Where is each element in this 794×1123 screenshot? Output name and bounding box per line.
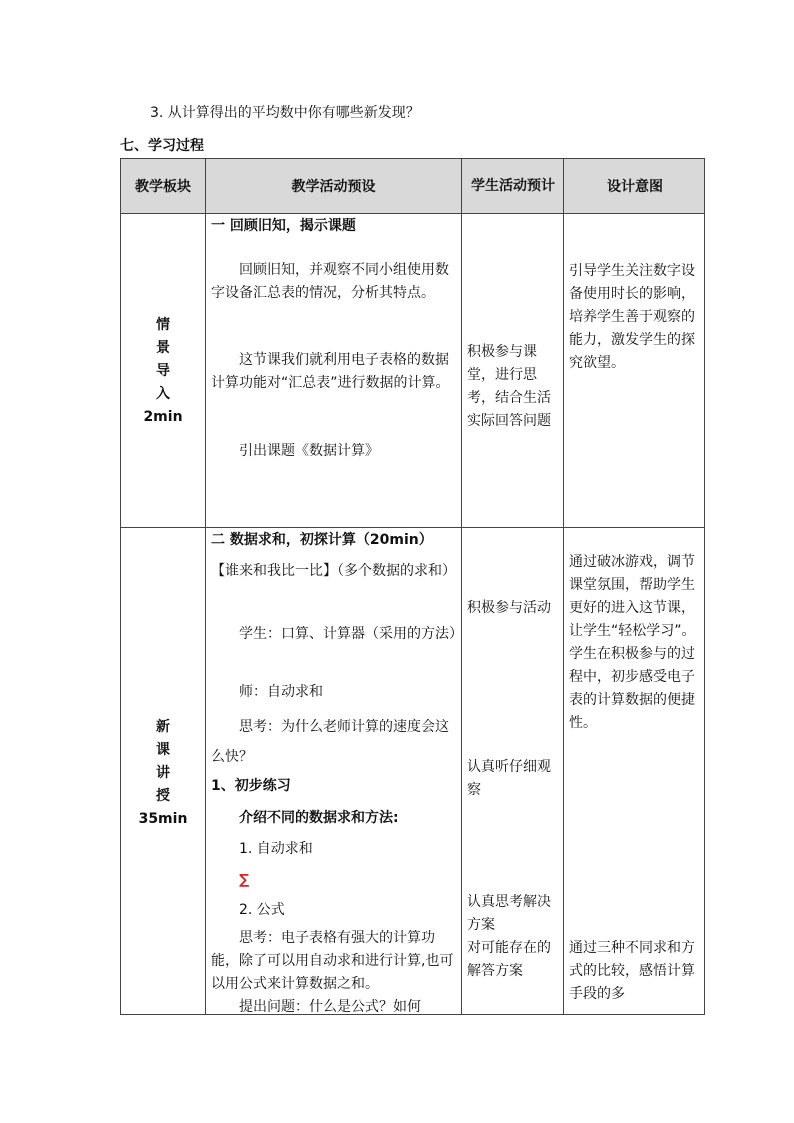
activity-title-intro: 一 回顾旧知，揭示课题	[211, 218, 356, 234]
method-auto-sum: 1. 自动求和	[239, 841, 313, 857]
header-stage: 教学板块	[135, 179, 191, 195]
activity-paragraph: 引出课题《数据计算》	[239, 443, 379, 459]
student-activity: 积极参与活动	[467, 600, 551, 616]
col-divider	[461, 159, 462, 1014]
activity-paragraph: 这节课我们就利用电子表格的数据计算功能对“汇总表”进行数据的计算。	[211, 352, 450, 391]
student-activity: 对可能存在的解答方案	[467, 940, 551, 979]
stage-label-new-lesson: 新 课 讲 授 35min	[138, 719, 188, 827]
design-intent: 通过三种不同求和方式的比较，感悟计算手段的多	[569, 940, 695, 1002]
header-student: 学生活动预计	[471, 178, 555, 194]
header-intent: 设计意图	[607, 179, 663, 195]
activity-game: 【谁来和我比一比】（多个数据的求和）	[211, 563, 456, 579]
student-activity: 认真思考解决方案	[467, 894, 551, 933]
activity-paragraph: 回顾旧知，并观察不同小组使用数字设备汇总表的情况，分析其特点。	[211, 262, 449, 301]
question-3-text: 3. 从计算得出的平均数中你有哪些新发现？	[150, 105, 420, 121]
row-divider	[121, 213, 704, 214]
design-intent-intro: 引导学生关注数字设备使用时长的影响，培养学生善于观察的能力，激发学生的探究欲望。	[569, 263, 695, 371]
activity-students: 学生：口算、计算器（采用的方法）	[239, 626, 463, 642]
method-formula: 2. 公式	[239, 902, 285, 918]
activity-question: 提出问题：什么是公式？如何	[239, 999, 421, 1015]
activity-teacher: 师：自动求和	[239, 684, 323, 700]
practice-title: 1、初步练习	[211, 778, 291, 794]
student-activity: 认真听仔细观察	[467, 759, 551, 798]
process-table	[120, 158, 705, 1015]
row-divider	[121, 527, 704, 528]
col-divider	[205, 159, 206, 1014]
col-divider	[563, 159, 564, 1014]
stage-label-intro: 情 景 导 入 2min	[143, 317, 183, 425]
activity-title-sum: 二 数据求和，初探计算（20min）	[211, 532, 433, 548]
activity-think: 思考：为什么老师计算的速度会这么快？	[211, 719, 449, 765]
header-activity: 教学活动预设	[291, 179, 376, 195]
section-title: 七、学习过程	[120, 138, 204, 154]
design-intent: 通过破冰游戏，调节课堂氛围，帮助学生更好的进入这节课，让学生“轻松学习”。学生在积极参与的过程中，初步感受电子表的计算数据的便捷性。	[569, 554, 696, 731]
methods-title: 介绍不同的数据求和方法:	[239, 810, 399, 826]
activity-think-formula: 思考：电子表格有强大的计算功能，除了可以用自动求和进行计算,也可以用公式来计算数据之和。	[211, 930, 454, 992]
student-activity-intro: 积极参与课堂，进行思考，结合生活实际回答问题	[467, 344, 551, 429]
autosum-sigma-icon: ∑	[239, 872, 250, 888]
